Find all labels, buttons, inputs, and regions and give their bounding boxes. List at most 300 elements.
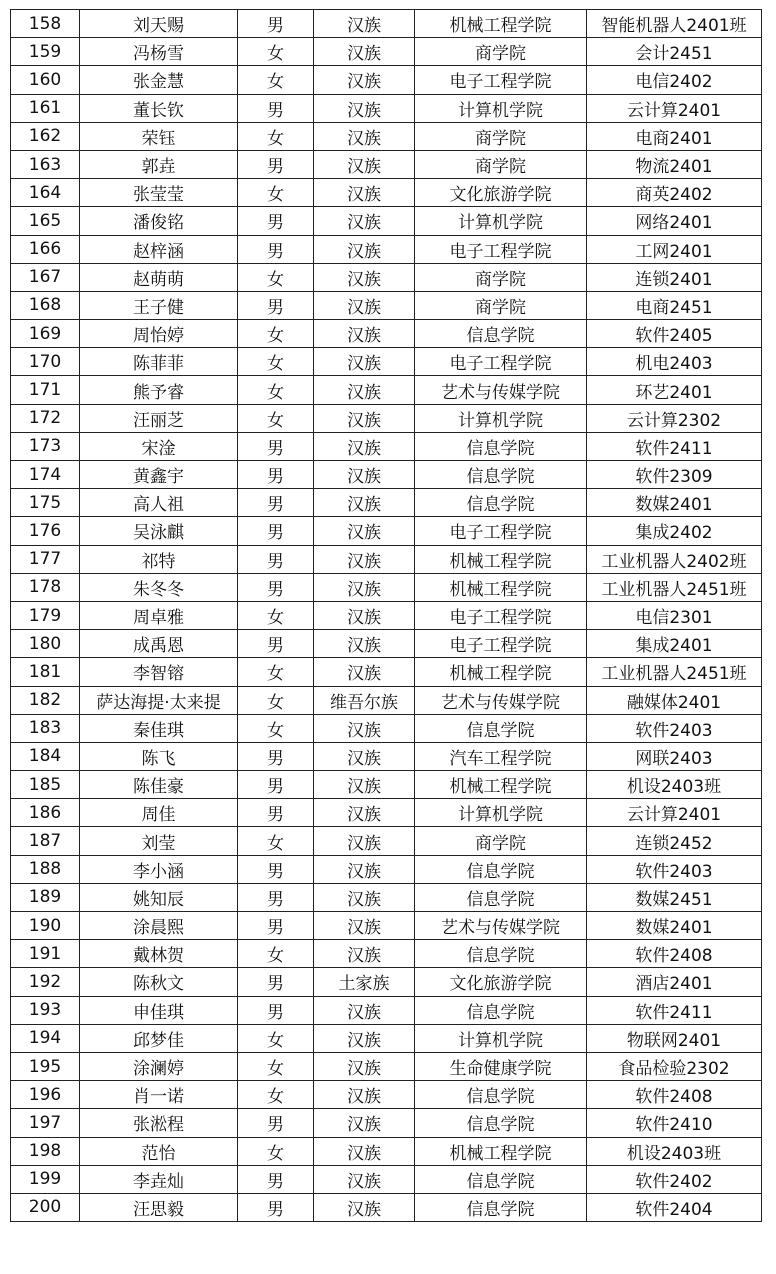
ethnicity-cell: 汉族 (314, 207, 415, 235)
ethnicity-cell: 汉族 (314, 348, 415, 376)
student-name-cell: 荣钰 (80, 122, 238, 150)
student-name-cell: 张金慧 (80, 66, 238, 94)
row-number-cell: 167 (11, 263, 80, 291)
ethnicity-cell: 汉族 (314, 291, 415, 319)
ethnicity-cell: 汉族 (314, 235, 415, 263)
gender-cell: 男 (238, 461, 314, 489)
table-row (11, 996, 762, 1024)
row-number-cell: 177 (11, 545, 80, 573)
row-number-cell: 196 (11, 1081, 80, 1109)
ethnicity-cell: 汉族 (314, 573, 415, 601)
gender-cell: 女 (238, 686, 314, 714)
row-number-cell: 159 (11, 38, 80, 66)
class-name-cell: 数媒2401 (587, 912, 762, 940)
class-name-cell: 电商2451 (587, 291, 762, 319)
table-row (11, 207, 762, 235)
row-number-cell: 173 (11, 432, 80, 460)
student-name-cell: 刘天赐 (80, 10, 238, 38)
row-number-cell: 185 (11, 771, 80, 799)
ethnicity-cell: 汉族 (314, 545, 415, 573)
ethnicity-cell: 汉族 (314, 432, 415, 460)
student-name-cell: 戴林贺 (80, 940, 238, 968)
table-row (11, 38, 762, 66)
gender-cell: 女 (238, 827, 314, 855)
college-cell: 艺术与传媒学院 (415, 376, 587, 404)
ethnicity-cell: 汉族 (314, 1081, 415, 1109)
row-number-cell: 194 (11, 1024, 80, 1052)
row-number-cell: 195 (11, 1052, 80, 1080)
gender-cell: 女 (238, 1137, 314, 1165)
college-cell: 文化旅游学院 (415, 968, 587, 996)
gender-cell: 男 (238, 291, 314, 319)
student-name-cell: 涂澜婷 (80, 1052, 238, 1080)
ethnicity-cell: 汉族 (314, 38, 415, 66)
row-number-cell: 181 (11, 658, 80, 686)
row-number-cell: 183 (11, 714, 80, 742)
student-name-cell: 秦佳琪 (80, 714, 238, 742)
ethnicity-cell: 汉族 (314, 263, 415, 291)
student-name-cell: 范怡 (80, 1137, 238, 1165)
class-name-cell: 机设2403班 (587, 1137, 762, 1165)
student-name-cell: 朱冬冬 (80, 573, 238, 601)
class-name-cell: 网联2403 (587, 742, 762, 770)
table-row (11, 912, 762, 940)
class-name-cell: 连锁2401 (587, 263, 762, 291)
gender-cell: 男 (238, 489, 314, 517)
row-number-cell: 168 (11, 291, 80, 319)
class-name-cell: 软件2411 (587, 996, 762, 1024)
student-name-cell: 潘俊铭 (80, 207, 238, 235)
class-name-cell: 云计算2401 (587, 94, 762, 122)
student-name-cell: 董长钦 (80, 94, 238, 122)
ethnicity-cell: 土家族 (314, 968, 415, 996)
class-name-cell: 环艺2401 (587, 376, 762, 404)
gender-cell: 男 (238, 94, 314, 122)
student-name-cell: 刘莹 (80, 827, 238, 855)
class-name-cell: 软件2309 (587, 461, 762, 489)
ethnicity-cell: 汉族 (314, 714, 415, 742)
gender-cell: 女 (238, 179, 314, 207)
ethnicity-cell: 汉族 (314, 601, 415, 629)
class-name-cell: 机设2403班 (587, 771, 762, 799)
college-cell: 电子工程学院 (415, 630, 587, 658)
gender-cell: 女 (238, 263, 314, 291)
college-cell: 信息学院 (415, 320, 587, 348)
ethnicity-cell: 汉族 (314, 150, 415, 178)
gender-cell: 男 (238, 150, 314, 178)
student-name-cell: 肖一诺 (80, 1081, 238, 1109)
student-name-cell: 邱梦佳 (80, 1024, 238, 1052)
student-name-cell: 吴泳麒 (80, 517, 238, 545)
ethnicity-cell: 汉族 (314, 658, 415, 686)
student-name-cell: 宋淦 (80, 432, 238, 460)
college-cell: 信息学院 (415, 883, 587, 911)
student-name-cell: 赵萌萌 (80, 263, 238, 291)
gender-cell: 男 (238, 573, 314, 601)
row-number-cell: 197 (11, 1109, 80, 1137)
ethnicity-cell: 汉族 (314, 855, 415, 883)
college-cell: 艺术与传媒学院 (415, 912, 587, 940)
class-name-cell: 机电2403 (587, 348, 762, 376)
student-name-cell: 陈菲菲 (80, 348, 238, 376)
student-name-cell: 高人祖 (80, 489, 238, 517)
college-cell: 计算机学院 (415, 1024, 587, 1052)
class-name-cell: 电商2401 (587, 122, 762, 150)
gender-cell: 女 (238, 122, 314, 150)
row-number-cell: 169 (11, 320, 80, 348)
class-name-cell: 软件2408 (587, 1081, 762, 1109)
ethnicity-cell: 汉族 (314, 376, 415, 404)
student-name-cell: 陈秋文 (80, 968, 238, 996)
ethnicity-cell: 汉族 (314, 630, 415, 658)
row-number-cell: 184 (11, 742, 80, 770)
row-number-cell: 166 (11, 235, 80, 263)
college-cell: 电子工程学院 (415, 517, 587, 545)
class-name-cell: 软件2410 (587, 1109, 762, 1137)
gender-cell: 男 (238, 10, 314, 38)
student-table (10, 9, 762, 1222)
college-cell: 信息学院 (415, 714, 587, 742)
student-name-cell: 黄鑫宇 (80, 461, 238, 489)
row-number-cell: 163 (11, 150, 80, 178)
class-name-cell: 物流2401 (587, 150, 762, 178)
row-number-cell: 189 (11, 883, 80, 911)
student-name-cell: 周卓雅 (80, 601, 238, 629)
ethnicity-cell: 汉族 (314, 799, 415, 827)
table-row (11, 1081, 762, 1109)
table-row (11, 376, 762, 404)
student-name-cell: 祁特 (80, 545, 238, 573)
table-row (11, 1052, 762, 1080)
row-number-cell: 179 (11, 601, 80, 629)
table-row (11, 150, 762, 178)
student-name-cell: 李垚灿 (80, 1165, 238, 1193)
ethnicity-cell: 汉族 (314, 771, 415, 799)
class-name-cell: 酒店2401 (587, 968, 762, 996)
row-number-cell: 158 (11, 10, 80, 38)
college-cell: 商学院 (415, 827, 587, 855)
table-row (11, 66, 762, 94)
ethnicity-cell: 汉族 (314, 1165, 415, 1193)
table-row (11, 1165, 762, 1193)
student-name-cell: 郭垚 (80, 150, 238, 178)
gender-cell: 男 (238, 912, 314, 940)
table-row (11, 686, 762, 714)
gender-cell: 女 (238, 1024, 314, 1052)
gender-cell: 女 (238, 601, 314, 629)
college-cell: 生命健康学院 (415, 1052, 587, 1080)
college-cell: 商学院 (415, 291, 587, 319)
class-name-cell: 电信2301 (587, 601, 762, 629)
class-name-cell: 工业机器人2451班 (587, 573, 762, 601)
college-cell: 机械工程学院 (415, 1137, 587, 1165)
ethnicity-cell: 汉族 (314, 179, 415, 207)
gender-cell: 女 (238, 38, 314, 66)
college-cell: 信息学院 (415, 996, 587, 1024)
student-name-cell: 张淞程 (80, 1109, 238, 1137)
student-name-cell: 熊予睿 (80, 376, 238, 404)
class-name-cell: 云计算2401 (587, 799, 762, 827)
student-name-cell: 张莹莹 (80, 179, 238, 207)
college-cell: 商学院 (415, 38, 587, 66)
student-name-cell: 王子健 (80, 291, 238, 319)
ethnicity-cell: 汉族 (314, 461, 415, 489)
ethnicity-cell: 汉族 (314, 940, 415, 968)
row-number-cell: 160 (11, 66, 80, 94)
table-row (11, 658, 762, 686)
class-name-cell: 软件2404 (587, 1193, 762, 1221)
class-name-cell: 智能机器人2401班 (587, 10, 762, 38)
gender-cell: 男 (238, 545, 314, 573)
row-number-cell: 190 (11, 912, 80, 940)
table-row (11, 291, 762, 319)
table-row (11, 517, 762, 545)
row-number-cell: 175 (11, 489, 80, 517)
class-name-cell: 食品检验2302 (587, 1052, 762, 1080)
gender-cell: 女 (238, 658, 314, 686)
row-number-cell: 186 (11, 799, 80, 827)
student-name-cell: 涂晨熙 (80, 912, 238, 940)
gender-cell: 男 (238, 630, 314, 658)
student-name-cell: 李小涵 (80, 855, 238, 883)
table-row (11, 263, 762, 291)
student-name-cell: 汪思毅 (80, 1193, 238, 1221)
gender-cell: 女 (238, 66, 314, 94)
gender-cell: 男 (238, 742, 314, 770)
ethnicity-cell: 汉族 (314, 10, 415, 38)
ethnicity-cell: 汉族 (314, 1052, 415, 1080)
row-number-cell: 187 (11, 827, 80, 855)
gender-cell: 女 (238, 320, 314, 348)
college-cell: 机械工程学院 (415, 771, 587, 799)
ethnicity-cell: 汉族 (314, 94, 415, 122)
college-cell: 汽车工程学院 (415, 742, 587, 770)
gender-cell: 男 (238, 1193, 314, 1221)
row-number-cell: 180 (11, 630, 80, 658)
table-row (11, 432, 762, 460)
table-row (11, 601, 762, 629)
gender-cell: 男 (238, 207, 314, 235)
class-name-cell: 连锁2452 (587, 827, 762, 855)
student-name-cell: 申佳琪 (80, 996, 238, 1024)
row-number-cell: 176 (11, 517, 80, 545)
college-cell: 信息学院 (415, 855, 587, 883)
ethnicity-cell: 汉族 (314, 489, 415, 517)
table-row (11, 1137, 762, 1165)
college-cell: 信息学院 (415, 1081, 587, 1109)
gender-cell: 男 (238, 771, 314, 799)
row-number-cell: 170 (11, 348, 80, 376)
ethnicity-cell: 汉族 (314, 320, 415, 348)
gender-cell: 女 (238, 404, 314, 432)
student-name-cell: 陈佳豪 (80, 771, 238, 799)
table-row (11, 10, 762, 38)
college-cell: 机械工程学院 (415, 10, 587, 38)
student-name-cell: 周佳 (80, 799, 238, 827)
row-number-cell: 162 (11, 122, 80, 150)
row-number-cell: 193 (11, 996, 80, 1024)
row-number-cell: 200 (11, 1193, 80, 1221)
table-row (11, 573, 762, 601)
table-row (11, 320, 762, 348)
row-number-cell: 171 (11, 376, 80, 404)
college-cell: 商学院 (415, 150, 587, 178)
row-number-cell: 174 (11, 461, 80, 489)
student-name-cell: 周怡婷 (80, 320, 238, 348)
gender-cell: 男 (238, 996, 314, 1024)
college-cell: 电子工程学院 (415, 235, 587, 263)
class-name-cell: 商英2402 (587, 179, 762, 207)
gender-cell: 女 (238, 714, 314, 742)
student-name-cell: 冯杨雪 (80, 38, 238, 66)
row-number-cell: 178 (11, 573, 80, 601)
row-number-cell: 199 (11, 1165, 80, 1193)
table-row (11, 1109, 762, 1137)
college-cell: 商学院 (415, 263, 587, 291)
gender-cell: 男 (238, 235, 314, 263)
college-cell: 信息学院 (415, 1109, 587, 1137)
college-cell: 电子工程学院 (415, 601, 587, 629)
row-number-cell: 172 (11, 404, 80, 432)
college-cell: 机械工程学院 (415, 545, 587, 573)
college-cell: 信息学院 (415, 461, 587, 489)
ethnicity-cell: 汉族 (314, 912, 415, 940)
ethnicity-cell: 汉族 (314, 827, 415, 855)
gender-cell: 男 (238, 1109, 314, 1137)
college-cell: 电子工程学院 (415, 348, 587, 376)
student-name-cell: 赵梓涵 (80, 235, 238, 263)
row-number-cell: 188 (11, 855, 80, 883)
class-name-cell: 软件2402 (587, 1165, 762, 1193)
class-name-cell: 物联网2401 (587, 1024, 762, 1052)
class-name-cell: 电信2402 (587, 66, 762, 94)
student-name-cell: 姚知辰 (80, 883, 238, 911)
gender-cell: 男 (238, 883, 314, 911)
college-cell: 信息学院 (415, 432, 587, 460)
gender-cell: 男 (238, 1165, 314, 1193)
college-cell: 信息学院 (415, 489, 587, 517)
student-name-cell: 汪丽芝 (80, 404, 238, 432)
table-row (11, 94, 762, 122)
table-row (11, 714, 762, 742)
student-name-cell: 陈飞 (80, 742, 238, 770)
table-row (11, 1024, 762, 1052)
class-name-cell: 软件2403 (587, 855, 762, 883)
ethnicity-cell: 汉族 (314, 996, 415, 1024)
class-name-cell: 数媒2401 (587, 489, 762, 517)
student-name-cell: 成禹恩 (80, 630, 238, 658)
table-row (11, 179, 762, 207)
class-name-cell: 数媒2451 (587, 883, 762, 911)
college-cell: 文化旅游学院 (415, 179, 587, 207)
table-row (11, 742, 762, 770)
class-name-cell: 工业机器人2402班 (587, 545, 762, 573)
ethnicity-cell: 汉族 (314, 883, 415, 911)
row-number-cell: 165 (11, 207, 80, 235)
gender-cell: 男 (238, 799, 314, 827)
table-row (11, 771, 762, 799)
table-row (11, 827, 762, 855)
class-name-cell: 集成2402 (587, 517, 762, 545)
ethnicity-cell: 汉族 (314, 1109, 415, 1137)
college-cell: 信息学院 (415, 1193, 587, 1221)
gender-cell: 女 (238, 376, 314, 404)
college-cell: 机械工程学院 (415, 573, 587, 601)
gender-cell: 男 (238, 968, 314, 996)
college-cell: 机械工程学院 (415, 658, 587, 686)
row-number-cell: 191 (11, 940, 80, 968)
class-name-cell: 融媒体2401 (587, 686, 762, 714)
ethnicity-cell: 汉族 (314, 1193, 415, 1221)
college-cell: 信息学院 (415, 940, 587, 968)
class-name-cell: 网络2401 (587, 207, 762, 235)
class-name-cell: 软件2408 (587, 940, 762, 968)
table-row (11, 855, 762, 883)
student-name-cell: 李智镕 (80, 658, 238, 686)
class-name-cell: 软件2405 (587, 320, 762, 348)
ethnicity-cell: 汉族 (314, 404, 415, 432)
college-cell: 信息学院 (415, 1165, 587, 1193)
table-row (11, 235, 762, 263)
table-row (11, 404, 762, 432)
table-row (11, 799, 762, 827)
ethnicity-cell: 维吾尔族 (314, 686, 415, 714)
table-row (11, 1193, 762, 1221)
ethnicity-cell: 汉族 (314, 66, 415, 94)
class-name-cell: 工网2401 (587, 235, 762, 263)
college-cell: 计算机学院 (415, 404, 587, 432)
table-row (11, 348, 762, 376)
table-row (11, 883, 762, 911)
gender-cell: 女 (238, 348, 314, 376)
table-row (11, 545, 762, 573)
ethnicity-cell: 汉族 (314, 742, 415, 770)
gender-cell: 男 (238, 855, 314, 883)
gender-cell: 男 (238, 517, 314, 545)
row-number-cell: 192 (11, 968, 80, 996)
gender-cell: 男 (238, 432, 314, 460)
student-name-cell: 萨达海提·太来提 (80, 686, 238, 714)
class-name-cell: 集成2401 (587, 630, 762, 658)
row-number-cell: 161 (11, 94, 80, 122)
class-name-cell: 软件2403 (587, 714, 762, 742)
college-cell: 商学院 (415, 122, 587, 150)
gender-cell: 女 (238, 1052, 314, 1080)
row-number-cell: 182 (11, 686, 80, 714)
table-row (11, 122, 762, 150)
ethnicity-cell: 汉族 (314, 517, 415, 545)
college-cell: 电子工程学院 (415, 66, 587, 94)
gender-cell: 女 (238, 940, 314, 968)
table-row (11, 461, 762, 489)
table-row (11, 940, 762, 968)
ethnicity-cell: 汉族 (314, 122, 415, 150)
row-number-cell: 198 (11, 1137, 80, 1165)
class-name-cell: 云计算2302 (587, 404, 762, 432)
table-row (11, 630, 762, 658)
table-row (11, 968, 762, 996)
table-row (11, 489, 762, 517)
college-cell: 计算机学院 (415, 799, 587, 827)
gender-cell: 女 (238, 1081, 314, 1109)
class-name-cell: 会计2451 (587, 38, 762, 66)
college-cell: 计算机学院 (415, 207, 587, 235)
class-name-cell: 软件2411 (587, 432, 762, 460)
class-name-cell: 工业机器人2451班 (587, 658, 762, 686)
college-cell: 艺术与传媒学院 (415, 686, 587, 714)
student-table-body (11, 10, 762, 1222)
row-number-cell: 164 (11, 179, 80, 207)
